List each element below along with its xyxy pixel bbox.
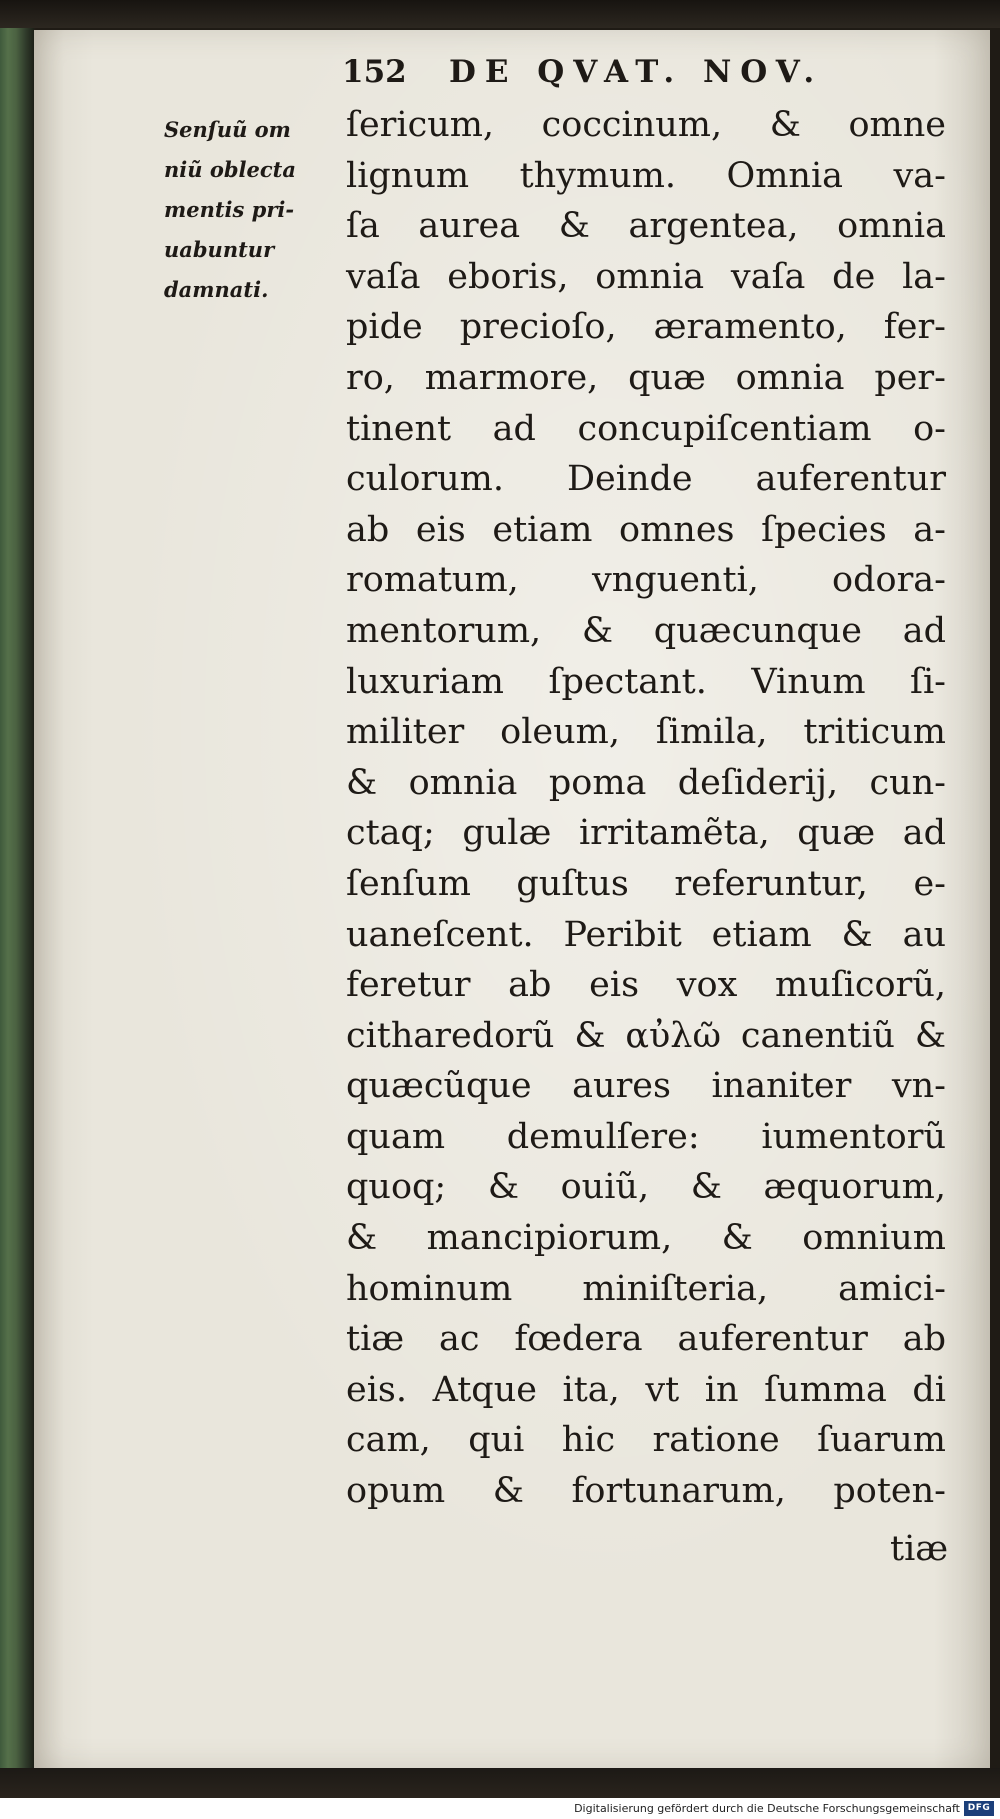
catchword: tiæ — [890, 1529, 949, 1569]
dfg-logo: DFG — [964, 1801, 994, 1816]
scan-top-edge — [0, 0, 1000, 28]
text-line: & omnia poma deſiderij, cun- — [346, 762, 946, 803]
text-line: citharedorũ & αὐλῶ canentiũ & — [346, 1015, 946, 1056]
text-line: ſenſum guſtus referuntur, e- — [346, 863, 946, 904]
text-line: ro, marmore, quæ omnia per- — [346, 357, 946, 398]
text-line: uaneſcent. Peribit etiam & au — [346, 914, 946, 955]
marginal-note-line: damnati. — [164, 277, 269, 302]
text-line: ctaq; gulæ irritamẽta, quæ ad — [346, 813, 946, 854]
text-line: culorum. Deinde auferentur — [346, 459, 946, 500]
text-line: ſericum, coccinum, & omne — [346, 105, 946, 145]
text-line: hominum miniſteria, amici- — [346, 1268, 946, 1309]
text-line: pide precioſo, æramento, fer- — [346, 307, 946, 348]
marginal-note — [164, 110, 339, 310]
text-line: & mancipiorum, & omnium — [346, 1218, 946, 1259]
text-line: militer oleum, ſimila, triticum — [346, 712, 946, 753]
digitization-credit: Digitalisierung gefördert durch die Deutsche Forschungsgemeinschaft — [574, 1802, 960, 1815]
text-line: eis. Atque ita, vt in ſumma di — [346, 1369, 946, 1410]
running-head: DE QVAT. NOV. — [449, 54, 824, 90]
text-line: luxuriam ſpectant. Vinum ſi- — [346, 661, 946, 702]
text-line: vaſa eboris, omnia vaſa de la- — [346, 256, 946, 297]
scan-bottom-edge — [0, 1768, 1000, 1798]
text-line: ab eis etiam omnes ſpecies a- — [346, 509, 946, 550]
marginal-note-line: Senſuũ om — [164, 117, 291, 142]
text-line: romatum, vnguenti, odora- — [346, 560, 946, 601]
marginal-note-line: mentis pri- — [164, 197, 295, 222]
text-line: lignum thymum. Omnia va- — [346, 155, 946, 196]
marginal-note-line: niũ oblecta — [164, 157, 296, 182]
text-line: ſa aurea & argentea, omnia — [346, 206, 946, 247]
text-line: quam demulſere: iumentorũ — [346, 1116, 946, 1157]
text-line: tiæ ac fœdera auferentur ab — [346, 1319, 946, 1360]
book-cover-edge — [0, 28, 34, 1768]
text-line: cam, qui hic ratione ſuarum — [346, 1420, 946, 1461]
text-line: opum & fortunarum, poten- — [346, 1471, 946, 1512]
text-line: feretur ab eis vox muſicorũ, — [346, 965, 946, 1006]
text-line: quoq; & ouiũ, & æquorum, — [346, 1167, 946, 1208]
text-line: mentorum, & quæcunque ad — [346, 610, 946, 651]
body-text — [346, 100, 946, 1517]
text-line: quæcũque aures inaniter vn- — [346, 1066, 946, 1107]
page-number: 152 — [342, 54, 407, 90]
marginal-note-line: uabuntur — [164, 237, 275, 262]
text-line: tinent ad concupiſcentiam o- — [346, 408, 946, 449]
